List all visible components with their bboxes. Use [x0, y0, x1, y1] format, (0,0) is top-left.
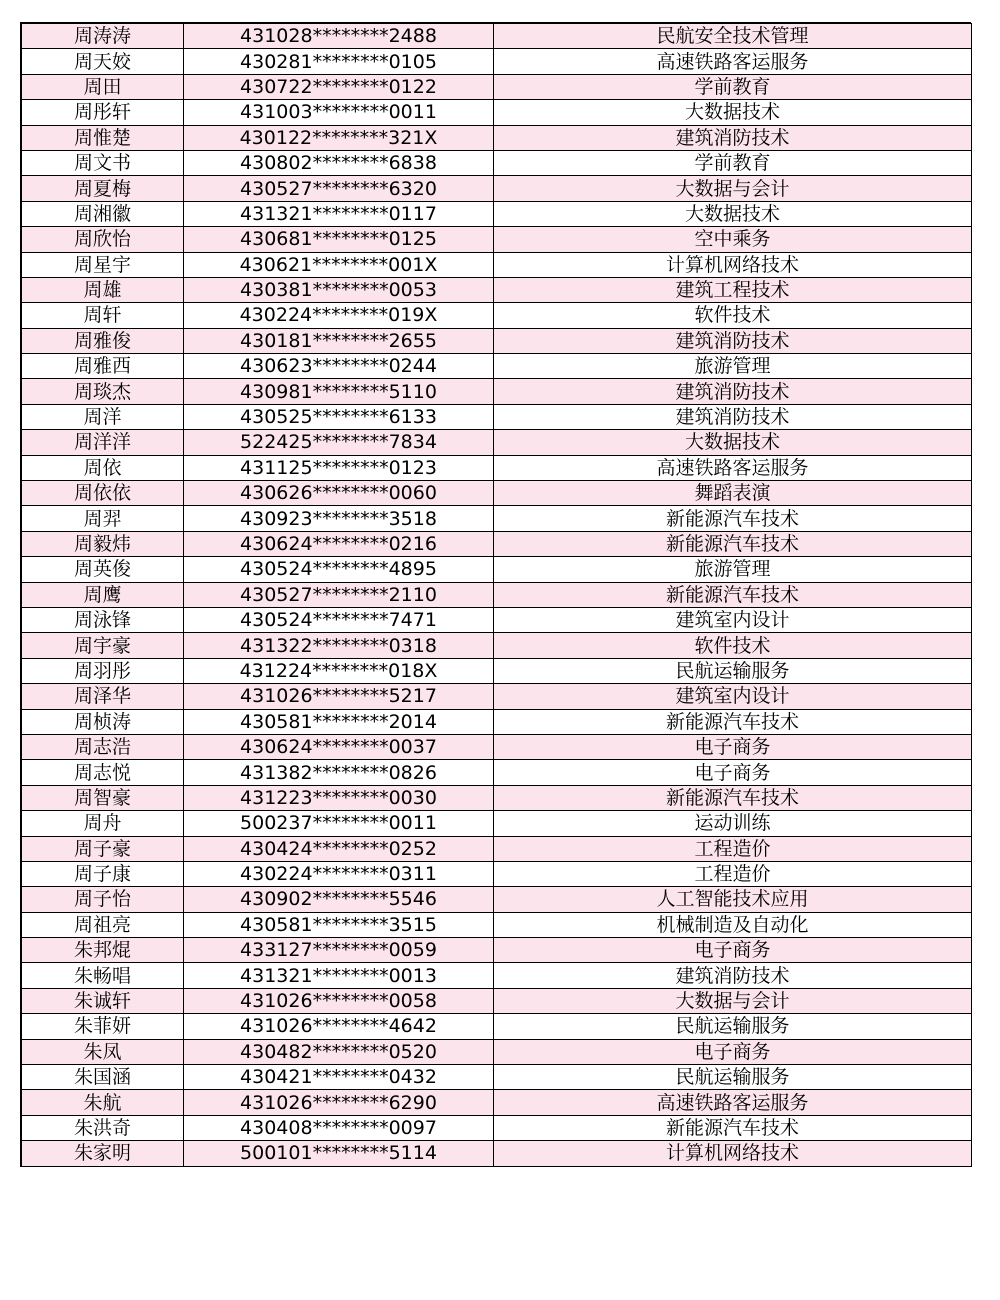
- major-cell: 大数据与会计: [494, 176, 972, 201]
- table-row: [22, 1039, 972, 1064]
- student-name-cell: 朱国涵: [22, 1065, 184, 1090]
- id-number-cell: 430421********0432: [184, 1065, 494, 1090]
- table-row: [22, 760, 972, 785]
- table-row: [22, 1141, 972, 1166]
- major-cell: 电子商务: [494, 1039, 972, 1064]
- student-name-cell: 周湘徽: [22, 201, 184, 226]
- student-name-cell: 朱邦焜: [22, 938, 184, 963]
- table-row: [22, 176, 972, 201]
- table-row: [22, 785, 972, 810]
- major-cell: 舞蹈表演: [494, 481, 972, 506]
- id-number-cell: 430281********0105: [184, 49, 494, 74]
- table-row: [22, 887, 972, 912]
- major-cell: 建筑室内设计: [494, 684, 972, 709]
- major-cell: 高速铁路客运服务: [494, 455, 972, 480]
- id-number-cell: 430224********0311: [184, 861, 494, 886]
- student-name-cell: 周英俊: [22, 557, 184, 582]
- table-row: [22, 912, 972, 937]
- major-cell: 新能源汽车技术: [494, 709, 972, 734]
- id-number-cell: 430626********0060: [184, 481, 494, 506]
- major-cell: 电子商务: [494, 734, 972, 759]
- table-row: [22, 684, 972, 709]
- id-number-cell: 430802********6838: [184, 150, 494, 175]
- major-cell: 运动训练: [494, 811, 972, 836]
- id-number-cell: 431125********0123: [184, 455, 494, 480]
- id-number-cell: 430181********2655: [184, 328, 494, 353]
- major-cell: 电子商务: [494, 760, 972, 785]
- id-number-cell: 431321********0013: [184, 963, 494, 988]
- major-cell: 新能源汽车技术: [494, 582, 972, 607]
- major-cell: 旅游管理: [494, 557, 972, 582]
- major-cell: 大数据技术: [494, 201, 972, 226]
- id-number-cell: 430408********0097: [184, 1115, 494, 1140]
- major-cell: 建筑消防技术: [494, 404, 972, 429]
- student-name-cell: 朱航: [22, 1090, 184, 1115]
- student-name-cell: 朱诚轩: [22, 988, 184, 1013]
- roster-table: [21, 23, 972, 1167]
- table-row: [22, 150, 972, 175]
- student-name-cell: 朱凤: [22, 1039, 184, 1064]
- student-name-cell: 周洋: [22, 404, 184, 429]
- id-number-cell: 430482********0520: [184, 1039, 494, 1064]
- table-row: [22, 658, 972, 683]
- id-number-cell: 430624********0037: [184, 734, 494, 759]
- student-name-cell: 周琰杰: [22, 379, 184, 404]
- table-row: [22, 938, 972, 963]
- table-row: [22, 252, 972, 277]
- student-name-cell: 周羿: [22, 506, 184, 531]
- student-name-cell: 周羽彤: [22, 658, 184, 683]
- id-number-cell: 430902********5546: [184, 887, 494, 912]
- id-number-cell: 430122********321X: [184, 125, 494, 150]
- major-cell: 大数据技术: [494, 100, 972, 125]
- major-cell: 学前教育: [494, 150, 972, 175]
- major-cell: 大数据与会计: [494, 988, 972, 1013]
- student-name-cell: 周毅炜: [22, 531, 184, 556]
- table-row: [22, 430, 972, 455]
- table-row: [22, 201, 972, 226]
- table-row: [22, 1065, 972, 1090]
- id-number-cell: 430624********0216: [184, 531, 494, 556]
- major-cell: 空中乘务: [494, 227, 972, 252]
- table-row: [22, 100, 972, 125]
- id-number-cell: 430581********2014: [184, 709, 494, 734]
- student-name-cell: 周依: [22, 455, 184, 480]
- major-cell: 新能源汽车技术: [494, 531, 972, 556]
- id-number-cell: 430527********6320: [184, 176, 494, 201]
- id-number-cell: 431322********0318: [184, 633, 494, 658]
- major-cell: 计算机网络技术: [494, 252, 972, 277]
- table-row: [22, 531, 972, 556]
- table-row: [22, 1014, 972, 1039]
- student-name-cell: 周泳锋: [22, 607, 184, 632]
- table-row: [22, 709, 972, 734]
- student-name-cell: 周夏梅: [22, 176, 184, 201]
- student-name-cell: 周子怡: [22, 887, 184, 912]
- id-number-cell: 431026********6290: [184, 1090, 494, 1115]
- table-row: [22, 506, 972, 531]
- table-row: [22, 74, 972, 99]
- student-name-cell: 周雅俊: [22, 328, 184, 353]
- student-name-cell: 周舟: [22, 811, 184, 836]
- id-number-cell: 431223********0030: [184, 785, 494, 810]
- major-cell: 建筑消防技术: [494, 125, 972, 150]
- student-name-cell: 周彤轩: [22, 100, 184, 125]
- id-number-cell: 431003********0011: [184, 100, 494, 125]
- roster-sheet: [20, 22, 971, 1167]
- id-number-cell: 431382********0826: [184, 760, 494, 785]
- table-row: [22, 582, 972, 607]
- major-cell: 民航运输服务: [494, 1014, 972, 1039]
- id-number-cell: 430524********7471: [184, 607, 494, 632]
- major-cell: 高速铁路客运服务: [494, 49, 972, 74]
- student-name-cell: 周祖亮: [22, 912, 184, 937]
- major-cell: 建筑工程技术: [494, 277, 972, 302]
- table-row: [22, 557, 972, 582]
- id-number-cell: 430381********0053: [184, 277, 494, 302]
- table-row: [22, 734, 972, 759]
- id-number-cell: 430527********2110: [184, 582, 494, 607]
- id-number-cell: 431026********4642: [184, 1014, 494, 1039]
- student-name-cell: 周轩: [22, 303, 184, 328]
- id-number-cell: 431028********2488: [184, 24, 494, 49]
- table-row: [22, 811, 972, 836]
- table-row: [22, 354, 972, 379]
- student-name-cell: 朱家明: [22, 1141, 184, 1166]
- student-name-cell: 周智豪: [22, 785, 184, 810]
- student-name-cell: 周欣怡: [22, 227, 184, 252]
- id-number-cell: 430923********3518: [184, 506, 494, 531]
- id-number-cell: 430681********0125: [184, 227, 494, 252]
- major-cell: 新能源汽车技术: [494, 506, 972, 531]
- major-cell: 建筑消防技术: [494, 963, 972, 988]
- major-cell: 大数据技术: [494, 430, 972, 455]
- id-number-cell: 430525********6133: [184, 404, 494, 429]
- major-cell: 工程造价: [494, 861, 972, 886]
- student-name-cell: 周星宇: [22, 252, 184, 277]
- table-row: [22, 1090, 972, 1115]
- table-row: [22, 633, 972, 658]
- major-cell: 软件技术: [494, 633, 972, 658]
- student-name-cell: 周桢涛: [22, 709, 184, 734]
- student-name-cell: 周子豪: [22, 836, 184, 861]
- table-row: [22, 404, 972, 429]
- major-cell: 软件技术: [494, 303, 972, 328]
- id-number-cell: 522425********7834: [184, 430, 494, 455]
- student-name-cell: 周泽华: [22, 684, 184, 709]
- table-row: [22, 836, 972, 861]
- student-name-cell: 周志悦: [22, 760, 184, 785]
- table-row: [22, 607, 972, 632]
- major-cell: 建筑室内设计: [494, 607, 972, 632]
- id-number-cell: 431026********5217: [184, 684, 494, 709]
- major-cell: 计算机网络技术: [494, 1141, 972, 1166]
- student-name-cell: 周天姣: [22, 49, 184, 74]
- student-name-cell: 周子康: [22, 861, 184, 886]
- major-cell: 机械制造及自动化: [494, 912, 972, 937]
- table-row: [22, 125, 972, 150]
- major-cell: 旅游管理: [494, 354, 972, 379]
- major-cell: 建筑消防技术: [494, 379, 972, 404]
- table-row: [22, 303, 972, 328]
- table-row: [22, 328, 972, 353]
- student-name-cell: 周雄: [22, 277, 184, 302]
- student-name-cell: 朱菲妍: [22, 1014, 184, 1039]
- table-row: [22, 49, 972, 74]
- id-number-cell: 431224********018X: [184, 658, 494, 683]
- id-number-cell: 430623********0244: [184, 354, 494, 379]
- student-name-cell: 周田: [22, 74, 184, 99]
- student-name-cell: 朱洪奇: [22, 1115, 184, 1140]
- major-cell: 新能源汽车技术: [494, 1115, 972, 1140]
- table-row: [22, 963, 972, 988]
- major-cell: 建筑消防技术: [494, 328, 972, 353]
- table-row: [22, 988, 972, 1013]
- table-row: [22, 277, 972, 302]
- id-number-cell: 430224********019X: [184, 303, 494, 328]
- student-name-cell: 周雅西: [22, 354, 184, 379]
- student-name-cell: 周洋洋: [22, 430, 184, 455]
- id-number-cell: 433127********0059: [184, 938, 494, 963]
- major-cell: 电子商务: [494, 938, 972, 963]
- id-number-cell: 431026********0058: [184, 988, 494, 1013]
- major-cell: 新能源汽车技术: [494, 785, 972, 810]
- table-row: [22, 227, 972, 252]
- table-row: [22, 481, 972, 506]
- table-row: [22, 379, 972, 404]
- major-cell: 工程造价: [494, 836, 972, 861]
- student-name-cell: 周依依: [22, 481, 184, 506]
- table-row: [22, 861, 972, 886]
- table-row: [22, 24, 972, 49]
- major-cell: 民航安全技术管理: [494, 24, 972, 49]
- major-cell: 民航运输服务: [494, 658, 972, 683]
- id-number-cell: 431321********0117: [184, 201, 494, 226]
- table-row: [22, 455, 972, 480]
- id-number-cell: 430981********5110: [184, 379, 494, 404]
- id-number-cell: 500237********0011: [184, 811, 494, 836]
- student-name-cell: 周惟楚: [22, 125, 184, 150]
- table-row: [22, 1115, 972, 1140]
- student-name-cell: 周志浩: [22, 734, 184, 759]
- id-number-cell: 430581********3515: [184, 912, 494, 937]
- id-number-cell: 430621********001X: [184, 252, 494, 277]
- id-number-cell: 430524********4895: [184, 557, 494, 582]
- major-cell: 高速铁路客运服务: [494, 1090, 972, 1115]
- id-number-cell: 430424********0252: [184, 836, 494, 861]
- student-name-cell: 周涛涛: [22, 24, 184, 49]
- major-cell: 人工智能技术应用: [494, 887, 972, 912]
- major-cell: 民航运输服务: [494, 1065, 972, 1090]
- roster-table-body: [22, 24, 972, 1167]
- student-name-cell: 周宇豪: [22, 633, 184, 658]
- student-name-cell: 周文书: [22, 150, 184, 175]
- student-name-cell: 朱畅唱: [22, 963, 184, 988]
- student-name-cell: 周鹰: [22, 582, 184, 607]
- id-number-cell: 430722********0122: [184, 74, 494, 99]
- id-number-cell: 500101********5114: [184, 1141, 494, 1166]
- major-cell: 学前教育: [494, 74, 972, 99]
